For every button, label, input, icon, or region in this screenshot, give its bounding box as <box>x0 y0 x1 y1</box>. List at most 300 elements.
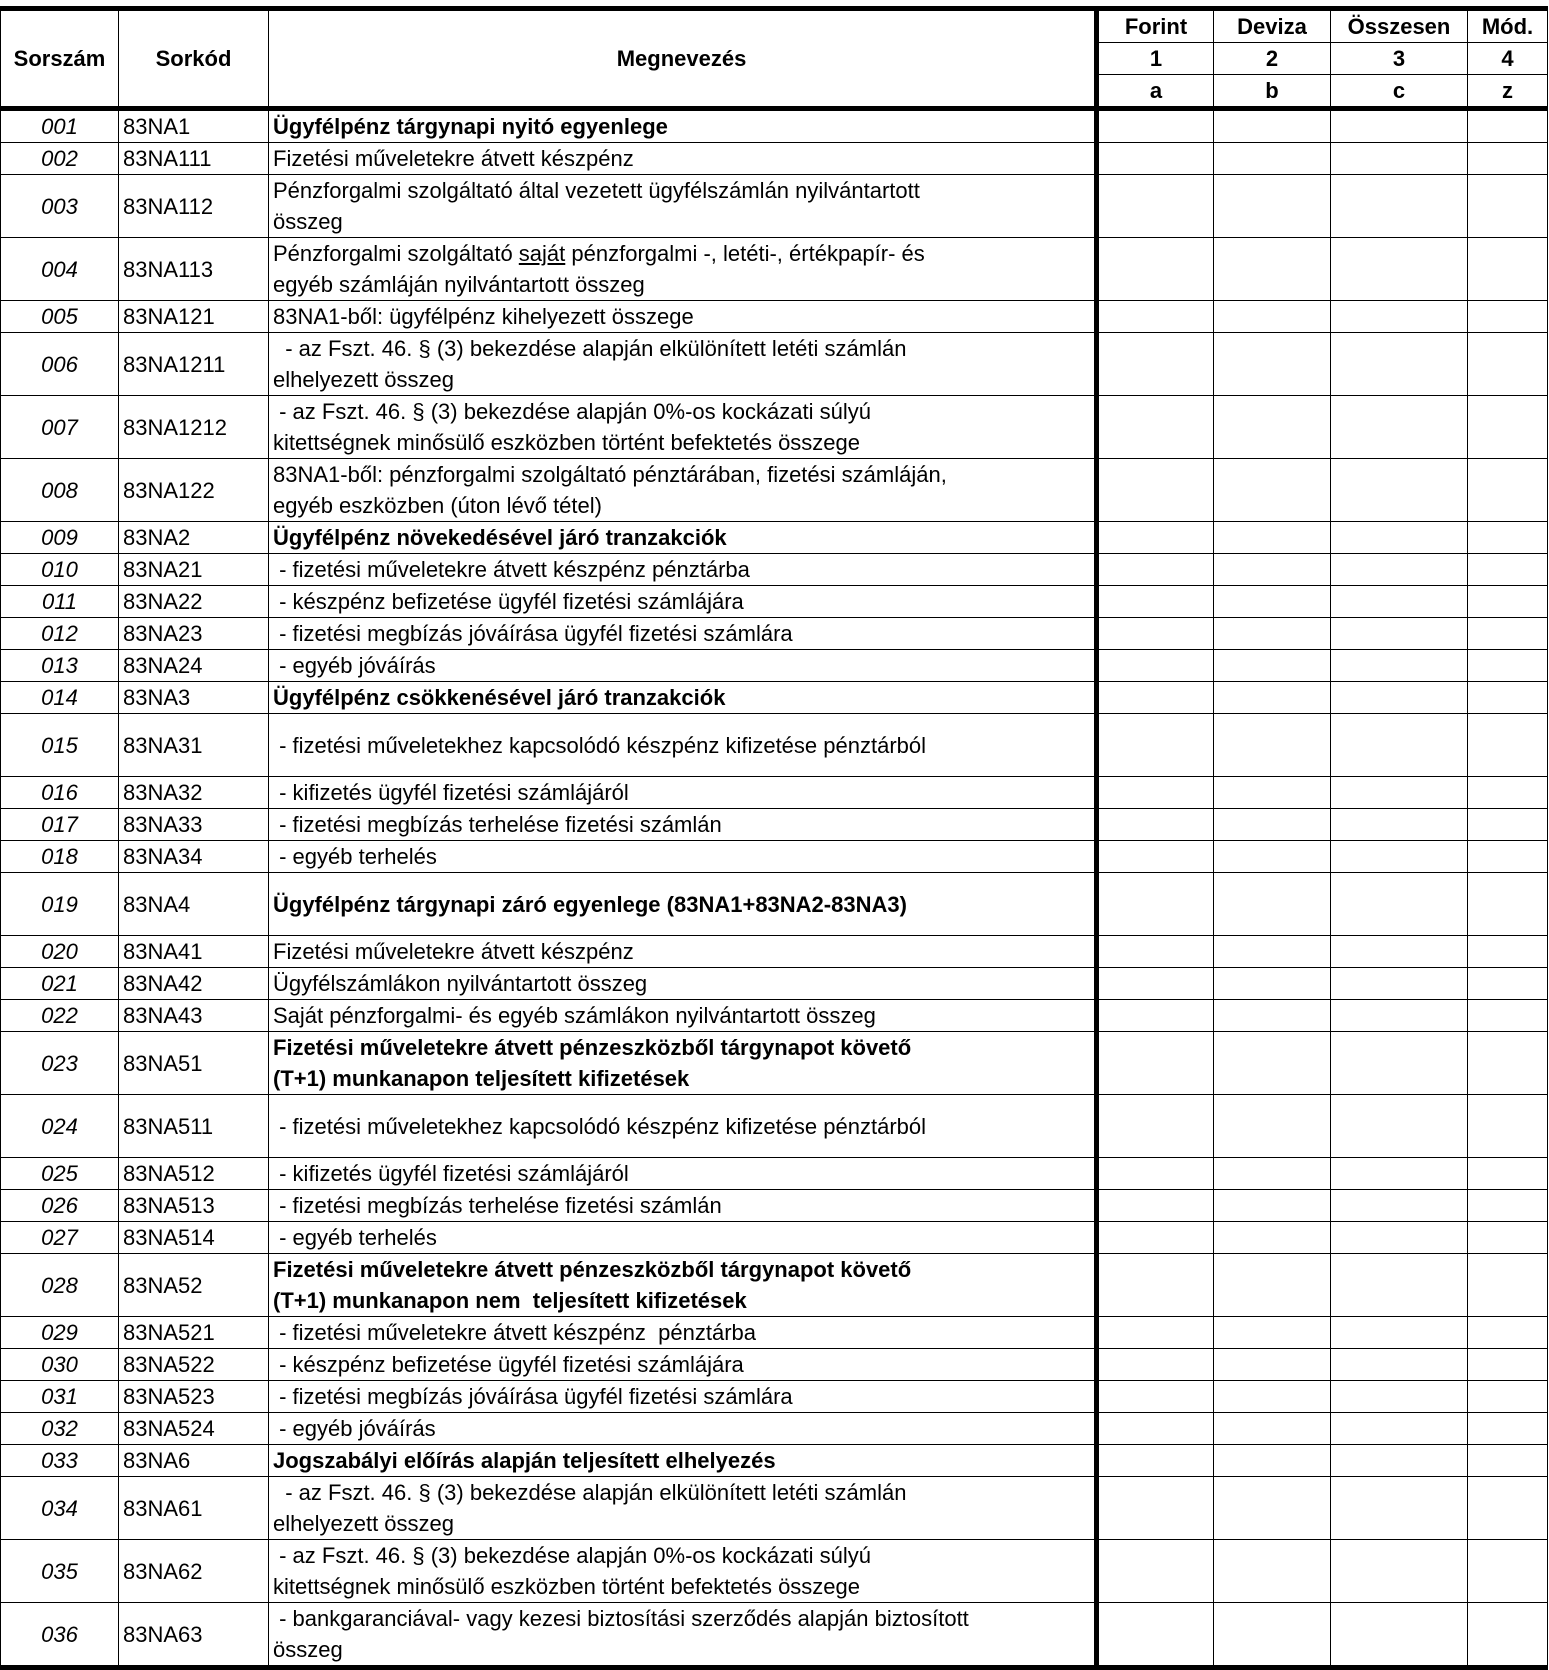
row-sorkod: 83NA523 <box>119 1381 269 1413</box>
cell-osszesen[interactable] <box>1331 554 1468 586</box>
cell-mod[interactable] <box>1468 554 1548 586</box>
row-megnevezes-line: - fizetési megbízás jóváírása ügyfél fizetési számlára <box>273 621 793 646</box>
row-megnevezes <box>269 1317 1097 1349</box>
row-megnevezes-line: - fizetési műveletekre átvett készpénz pénztárba <box>273 1320 757 1345</box>
table-row <box>1 1603 1548 1668</box>
row-sorkod: 83NA21 <box>119 554 269 586</box>
row-sorkod: 83NA43 <box>119 1000 269 1032</box>
row-megnevezes-line: Fizetési műveletekre átvett készpénz <box>273 146 634 171</box>
row-sorszam: 021 <box>1 968 119 1000</box>
cell-forint[interactable] <box>1097 1254 1214 1317</box>
row-megnevezes <box>269 936 1097 968</box>
row-sorkod: 83NA1212 <box>119 396 269 459</box>
cell-forint[interactable] <box>1097 873 1214 936</box>
row-megnevezes-line: Ügyfélpénz növekedésével járó tranzakciók <box>273 525 727 550</box>
table-row <box>1 459 1548 522</box>
header-sorkod: Sorkód <box>119 9 269 109</box>
cell-mod[interactable] <box>1468 333 1548 396</box>
cell-mod[interactable] <box>1468 1158 1548 1190</box>
row-megnevezes <box>269 873 1097 936</box>
table-row <box>1 109 1548 143</box>
row-megnevezes <box>269 841 1097 873</box>
cell-forint[interactable] <box>1097 1190 1214 1222</box>
table-row <box>1 586 1548 618</box>
cell-forint[interactable] <box>1097 1222 1214 1254</box>
cell-osszesen[interactable] <box>1331 175 1468 238</box>
row-megnevezes-line: Fizetési műveletekre átvett pénzeszközből tárgynapot követő <box>273 1035 912 1060</box>
row-sorszam: 024 <box>1 1095 119 1158</box>
cell-forint[interactable] <box>1097 1095 1214 1158</box>
cell-deviza[interactable] <box>1214 777 1331 809</box>
cell-deviza[interactable] <box>1214 301 1331 333</box>
row-megnevezes <box>269 1603 1097 1668</box>
cell-deviza[interactable] <box>1214 1540 1331 1603</box>
row-megnevezes-line: elhelyezett összeg <box>273 367 454 392</box>
row-megnevezes-line: Ügyfélpénz tárgynapi záró egyenlege (83NA1+83NA2-83NA3) <box>273 891 907 917</box>
cell-osszesen[interactable] <box>1331 333 1468 396</box>
table-row <box>1 1000 1548 1032</box>
row-megnevezes-line: (T+1) munkanapon teljesített kifizetések <box>273 1066 690 1091</box>
cell-mod[interactable] <box>1468 1254 1548 1317</box>
cell-forint[interactable] <box>1097 143 1214 175</box>
header-sorszam: Sorszám <box>1 9 119 109</box>
table-row <box>1 1158 1548 1190</box>
table-row <box>1 554 1548 586</box>
row-megnevezes <box>269 618 1097 650</box>
cell-deviza[interactable] <box>1214 1000 1331 1032</box>
cell-osszesen[interactable] <box>1331 1349 1468 1381</box>
row-megnevezes-line: Fizetési műveletekre átvett készpénz <box>273 939 634 964</box>
row-sorkod: 83NA3 <box>119 682 269 714</box>
cell-deviza[interactable] <box>1214 1477 1331 1540</box>
cell-mod[interactable] <box>1468 1095 1548 1158</box>
row-sorszam: 025 <box>1 1158 119 1190</box>
cell-forint[interactable] <box>1097 554 1214 586</box>
cell-osszesen[interactable] <box>1331 1000 1468 1032</box>
cell-mod[interactable] <box>1468 1603 1548 1668</box>
cell-deviza[interactable] <box>1214 714 1331 777</box>
row-megnevezes-line: - az Fszt. 46. § (3) bekezdése alapján elkülönített letéti számlán <box>273 336 907 361</box>
row-megnevezes-line: - fizetési megbízás terhelése fizetési számlán <box>273 812 722 837</box>
cell-deviza[interactable] <box>1214 333 1331 396</box>
cell-forint[interactable] <box>1097 1381 1214 1413</box>
cell-deviza[interactable] <box>1214 396 1331 459</box>
row-megnevezes-line: - egyéb terhelés <box>273 1225 437 1250</box>
report-table <box>0 6 1548 1670</box>
row-sorszam: 026 <box>1 1190 119 1222</box>
cell-mod[interactable] <box>1468 238 1548 301</box>
cell-forint[interactable] <box>1097 1603 1214 1668</box>
cell-forint[interactable] <box>1097 618 1214 650</box>
cell-mod[interactable] <box>1468 809 1548 841</box>
cell-osszesen[interactable] <box>1331 682 1468 714</box>
row-sorszam: 018 <box>1 841 119 873</box>
row-sorszam: 008 <box>1 459 119 522</box>
row-megnevezes-line: - készpénz befizetése ügyfél fizetési számlájára <box>273 589 744 614</box>
row-sorszam: 014 <box>1 682 119 714</box>
row-megnevezes-line: összeg <box>273 209 343 234</box>
cell-osszesen[interactable] <box>1331 301 1468 333</box>
cell-mod[interactable] <box>1468 1445 1548 1477</box>
cell-forint[interactable] <box>1097 109 1214 143</box>
row-megnevezes-line: - egyéb jóváírás <box>273 1416 436 1441</box>
table-row <box>1 1222 1548 1254</box>
row-sorszam: 001 <box>1 109 119 143</box>
cell-mod[interactable] <box>1468 396 1548 459</box>
cell-osszesen[interactable] <box>1331 714 1468 777</box>
table-row <box>1 714 1548 777</box>
table-row <box>1 1540 1548 1603</box>
cell-osszesen[interactable] <box>1331 1222 1468 1254</box>
row-sorszam: 003 <box>1 175 119 238</box>
cell-deviza[interactable] <box>1214 936 1331 968</box>
cell-mod[interactable] <box>1468 1477 1548 1540</box>
cell-osszesen[interactable] <box>1331 1032 1468 1095</box>
cell-forint[interactable] <box>1097 1158 1214 1190</box>
cell-deviza[interactable] <box>1214 1254 1331 1317</box>
row-sorkod: 83NA32 <box>119 777 269 809</box>
cell-deviza[interactable] <box>1214 1413 1331 1445</box>
cell-mod[interactable] <box>1468 1032 1548 1095</box>
cell-mod[interactable] <box>1468 175 1548 238</box>
row-sorkod: 83NA112 <box>119 175 269 238</box>
table-row <box>1 1445 1548 1477</box>
cell-deviza[interactable] <box>1214 968 1331 1000</box>
row-sorszam: 019 <box>1 873 119 936</box>
row-megnevezes-line: - bankgaranciával- vagy kezesi biztosítási szerződés alapján biztosított <box>273 1606 969 1631</box>
row-megnevezes <box>269 1032 1097 1095</box>
cell-forint[interactable] <box>1097 175 1214 238</box>
cell-deviza[interactable] <box>1214 618 1331 650</box>
header-megnevezes: Megnevezés <box>269 9 1097 109</box>
row-megnevezes <box>269 1095 1097 1158</box>
row-megnevezes-line: - az Fszt. 46. § (3) bekezdése alapján 0%-os kockázati súlyú <box>273 399 871 424</box>
cell-mod[interactable] <box>1468 1317 1548 1349</box>
cell-osszesen[interactable] <box>1331 586 1468 618</box>
cell-osszesen[interactable] <box>1331 809 1468 841</box>
row-sorszam: 028 <box>1 1254 119 1317</box>
cell-deviza[interactable] <box>1214 809 1331 841</box>
cell-forint[interactable] <box>1097 1445 1214 1477</box>
cell-forint[interactable] <box>1097 682 1214 714</box>
cell-osszesen[interactable] <box>1331 1158 1468 1190</box>
table-row <box>1 968 1548 1000</box>
row-megnevezes-line: Pénzforgalmi szolgáltató saját pénzforgalmi -, letéti-, értékpapír- és <box>273 241 925 266</box>
row-sorszam: 031 <box>1 1381 119 1413</box>
row-sorkod: 83NA42 <box>119 968 269 1000</box>
row-megnevezes-line: - kifizetés ügyfél fizetési számlájáról <box>273 780 629 805</box>
row-sorkod: 83NA41 <box>119 936 269 968</box>
cell-osszesen[interactable] <box>1331 1190 1468 1222</box>
header-col-num-3: 3 <box>1331 43 1468 75</box>
cell-mod[interactable] <box>1468 873 1548 936</box>
row-sorszam: 010 <box>1 554 119 586</box>
cell-mod[interactable] <box>1468 1222 1548 1254</box>
cell-forint[interactable] <box>1097 714 1214 777</box>
cell-forint[interactable] <box>1097 333 1214 396</box>
row-megnevezes-line: Pénzforgalmi szolgáltató által vezetett ügyfélszámlán nyilvántartott <box>273 178 920 203</box>
header-col-num-2: 2 <box>1214 43 1331 75</box>
row-sorkod: 83NA522 <box>119 1349 269 1381</box>
row-sorkod: 83NA6 <box>119 1445 269 1477</box>
cell-mod[interactable] <box>1468 650 1548 682</box>
cell-forint[interactable] <box>1097 1477 1214 1540</box>
cell-forint[interactable] <box>1097 968 1214 1000</box>
cell-mod[interactable] <box>1468 1349 1548 1381</box>
cell-osszesen[interactable] <box>1331 618 1468 650</box>
cell-osszesen[interactable] <box>1331 777 1468 809</box>
cell-deviza[interactable] <box>1214 1349 1331 1381</box>
cell-mod[interactable] <box>1468 1000 1548 1032</box>
row-megnevezes-line: 83NA1-ből: pénzforgalmi szolgáltató pénztárában, fizetési számláján, <box>273 462 947 487</box>
row-megnevezes <box>269 1445 1097 1477</box>
table-row <box>1 1477 1548 1540</box>
cell-deviza[interactable] <box>1214 1095 1331 1158</box>
cell-forint[interactable] <box>1097 1413 1214 1445</box>
row-megnevezes-line: - az Fszt. 46. § (3) bekezdése alapján 0%-os kockázati súlyú <box>273 1543 871 1568</box>
row-sorkod: 83NA513 <box>119 1190 269 1222</box>
row-sorkod: 83NA514 <box>119 1222 269 1254</box>
cell-osszesen[interactable] <box>1331 1095 1468 1158</box>
cell-mod[interactable] <box>1468 301 1548 333</box>
cell-osszesen[interactable] <box>1331 1445 1468 1477</box>
cell-osszesen[interactable] <box>1331 968 1468 1000</box>
cell-forint[interactable] <box>1097 777 1214 809</box>
row-sorszam: 012 <box>1 618 119 650</box>
cell-forint[interactable] <box>1097 1540 1214 1603</box>
row-sorszam: 007 <box>1 396 119 459</box>
cell-mod[interactable] <box>1468 682 1548 714</box>
table-row <box>1 777 1548 809</box>
cell-mod[interactable] <box>1468 1413 1548 1445</box>
cell-osszesen[interactable] <box>1331 936 1468 968</box>
cell-osszesen[interactable] <box>1331 1317 1468 1349</box>
cell-forint[interactable] <box>1097 1349 1214 1381</box>
cell-deviza[interactable] <box>1214 1032 1331 1095</box>
table-row <box>1 809 1548 841</box>
cell-forint[interactable] <box>1097 809 1214 841</box>
cell-osszesen[interactable] <box>1331 650 1468 682</box>
cell-forint[interactable] <box>1097 936 1214 968</box>
row-sorszam: 005 <box>1 301 119 333</box>
row-megnevezes <box>269 809 1097 841</box>
row-sorszam: 034 <box>1 1477 119 1540</box>
cell-deviza[interactable] <box>1214 682 1331 714</box>
cell-forint[interactable] <box>1097 522 1214 554</box>
row-megnevezes <box>269 1190 1097 1222</box>
row-megnevezes <box>269 1540 1097 1603</box>
row-megnevezes-line: elhelyezett összeg <box>273 1511 454 1536</box>
cell-forint[interactable] <box>1097 459 1214 522</box>
cell-mod[interactable] <box>1468 1381 1548 1413</box>
row-megnevezes-line: kitettségnek minősülő eszközben történt befektetés összege <box>273 1574 861 1599</box>
row-megnevezes <box>269 238 1097 301</box>
row-megnevezes-line: (T+1) munkanapon nem teljesített kifizetések <box>273 1288 747 1313</box>
row-megnevezes <box>269 650 1097 682</box>
cell-deviza[interactable] <box>1214 143 1331 175</box>
row-sorszam: 032 <box>1 1413 119 1445</box>
header-col-forint: Forint <box>1097 9 1214 43</box>
cell-mod[interactable] <box>1468 777 1548 809</box>
table-row <box>1 522 1548 554</box>
cell-deviza[interactable] <box>1214 554 1331 586</box>
cell-forint[interactable] <box>1097 586 1214 618</box>
table-row <box>1 238 1548 301</box>
cell-mod[interactable] <box>1468 522 1548 554</box>
underlined-word: saját <box>518 241 566 266</box>
table-row <box>1 1349 1548 1381</box>
row-megnevezes <box>269 682 1097 714</box>
row-sorszam: 002 <box>1 143 119 175</box>
row-megnevezes <box>269 333 1097 396</box>
cell-osszesen[interactable] <box>1331 238 1468 301</box>
header-col-letter-c: c <box>1331 75 1468 109</box>
cell-osszesen[interactable] <box>1331 109 1468 143</box>
row-megnevezes <box>269 1413 1097 1445</box>
table-row <box>1 936 1548 968</box>
row-sorkod: 83NA52 <box>119 1254 269 1317</box>
row-sorkod: 83NA113 <box>119 238 269 301</box>
cell-osszesen[interactable] <box>1331 522 1468 554</box>
row-sorszam: 036 <box>1 1603 119 1668</box>
cell-forint[interactable] <box>1097 238 1214 301</box>
row-megnevezes <box>269 522 1097 554</box>
cell-forint[interactable] <box>1097 1000 1214 1032</box>
row-sorszam: 006 <box>1 333 119 396</box>
cell-mod[interactable] <box>1468 459 1548 522</box>
row-megnevezes <box>269 1222 1097 1254</box>
row-sorkod: 83NA1 <box>119 109 269 143</box>
cell-mod[interactable] <box>1468 936 1548 968</box>
table-row <box>1 1317 1548 1349</box>
row-megnevezes-line: - készpénz befizetése ügyfél fizetési számlájára <box>273 1352 744 1377</box>
cell-deviza[interactable] <box>1214 109 1331 143</box>
cell-mod[interactable] <box>1468 1540 1548 1603</box>
cell-osszesen[interactable] <box>1331 873 1468 936</box>
cell-mod[interactable] <box>1468 841 1548 873</box>
table-row <box>1 1413 1548 1445</box>
cell-deviza[interactable] <box>1214 459 1331 522</box>
cell-osszesen[interactable] <box>1331 1477 1468 1540</box>
row-sorszam: 011 <box>1 586 119 618</box>
cell-deviza[interactable] <box>1214 873 1331 936</box>
cell-forint[interactable] <box>1097 1317 1214 1349</box>
cell-mod[interactable] <box>1468 109 1548 143</box>
cell-mod[interactable] <box>1468 618 1548 650</box>
header-col-num-4: 4 <box>1468 43 1548 75</box>
cell-osszesen[interactable] <box>1331 1540 1468 1603</box>
table-row <box>1 1095 1548 1158</box>
row-megnevezes <box>269 175 1097 238</box>
cell-mod[interactable] <box>1468 968 1548 1000</box>
cell-forint[interactable] <box>1097 396 1214 459</box>
header-col-letter-a: a <box>1097 75 1214 109</box>
cell-osszesen[interactable] <box>1331 396 1468 459</box>
row-megnevezes <box>269 109 1097 143</box>
cell-osszesen[interactable] <box>1331 143 1468 175</box>
row-sorszam: 013 <box>1 650 119 682</box>
cell-deviza[interactable] <box>1214 522 1331 554</box>
cell-deviza[interactable] <box>1214 175 1331 238</box>
row-sorkod: 83NA121 <box>119 301 269 333</box>
table-row <box>1 175 1548 238</box>
row-megnevezes-line: - kifizetés ügyfél fizetési számlájáról <box>273 1161 629 1186</box>
cell-deviza[interactable] <box>1214 1603 1331 1668</box>
row-megnevezes-line: kitettségnek minősülő eszközben történt befektetés összege <box>273 430 861 455</box>
cell-deviza[interactable] <box>1214 238 1331 301</box>
cell-deviza[interactable] <box>1214 1317 1331 1349</box>
row-sorszam: 017 <box>1 809 119 841</box>
cell-mod[interactable] <box>1468 1190 1548 1222</box>
cell-deviza[interactable] <box>1214 586 1331 618</box>
cell-forint[interactable] <box>1097 301 1214 333</box>
table-row <box>1 873 1548 936</box>
row-megnevezes <box>269 554 1097 586</box>
cell-osszesen[interactable] <box>1331 1381 1468 1413</box>
row-megnevezes <box>269 1000 1097 1032</box>
header-col-mod: Mód. <box>1468 9 1548 43</box>
cell-deviza[interactable] <box>1214 1381 1331 1413</box>
row-sorkod: 83NA521 <box>119 1317 269 1349</box>
row-megnevezes-line: Ügyfélszámlákon nyilvántartott összeg <box>273 971 648 996</box>
row-megnevezes-line: - egyéb jóváírás <box>273 653 436 678</box>
cell-osszesen[interactable] <box>1331 1413 1468 1445</box>
row-sorszam: 009 <box>1 522 119 554</box>
row-megnevezes-line: - fizetési megbízás terhelése fizetési számlán <box>273 1193 722 1218</box>
row-sorszam: 004 <box>1 238 119 301</box>
row-sorkod: 83NA122 <box>119 459 269 522</box>
row-sorszam: 035 <box>1 1540 119 1603</box>
row-sorszam: 016 <box>1 777 119 809</box>
row-megnevezes-line: - egyéb terhelés <box>273 844 437 869</box>
row-sorszam: 020 <box>1 936 119 968</box>
header-col-letter-z: z <box>1468 75 1548 109</box>
cell-forint[interactable] <box>1097 1032 1214 1095</box>
header-col-num-1: 1 <box>1097 43 1214 75</box>
table-row <box>1 1032 1548 1095</box>
cell-osszesen[interactable] <box>1331 841 1468 873</box>
cell-deviza[interactable] <box>1214 841 1331 873</box>
row-megnevezes <box>269 396 1097 459</box>
cell-deviza[interactable] <box>1214 650 1331 682</box>
cell-deviza[interactable] <box>1214 1158 1331 1190</box>
cell-osszesen[interactable] <box>1331 459 1468 522</box>
cell-mod[interactable] <box>1468 586 1548 618</box>
row-megnevezes-line: - az Fszt. 46. § (3) bekezdése alapján elkülönített letéti számlán <box>273 1480 907 1505</box>
cell-deviza[interactable] <box>1214 1445 1331 1477</box>
row-sorkod: 83NA512 <box>119 1158 269 1190</box>
table-row <box>1 1254 1548 1317</box>
cell-forint[interactable] <box>1097 650 1214 682</box>
cell-osszesen[interactable] <box>1331 1254 1468 1317</box>
row-megnevezes-line: Fizetési műveletekre átvett pénzeszközből tárgynapot követő <box>273 1257 912 1282</box>
cell-deviza[interactable] <box>1214 1222 1331 1254</box>
cell-mod[interactable] <box>1468 143 1548 175</box>
cell-forint[interactable] <box>1097 841 1214 873</box>
row-megnevezes-line: - fizetési műveletekre átvett készpénz pénztárba <box>273 557 750 582</box>
row-sorszam: 022 <box>1 1000 119 1032</box>
row-megnevezes-line: - fizetési műveletekhez kapcsolódó készpénz kifizetése pénztárból <box>273 1113 927 1139</box>
cell-mod[interactable] <box>1468 714 1548 777</box>
table-row <box>1 143 1548 175</box>
row-megnevezes-line: összeg <box>273 1637 343 1662</box>
cell-osszesen[interactable] <box>1331 1603 1468 1668</box>
table-row <box>1 650 1548 682</box>
row-megnevezes-line: Jogszabályi előírás alapján teljesített elhelyezés <box>273 1448 776 1473</box>
cell-deviza[interactable] <box>1214 1190 1331 1222</box>
row-megnevezes-line: 83NA1-ből: ügyfélpénz kihelyezett összege <box>273 304 694 329</box>
row-sorszam: 033 <box>1 1445 119 1477</box>
